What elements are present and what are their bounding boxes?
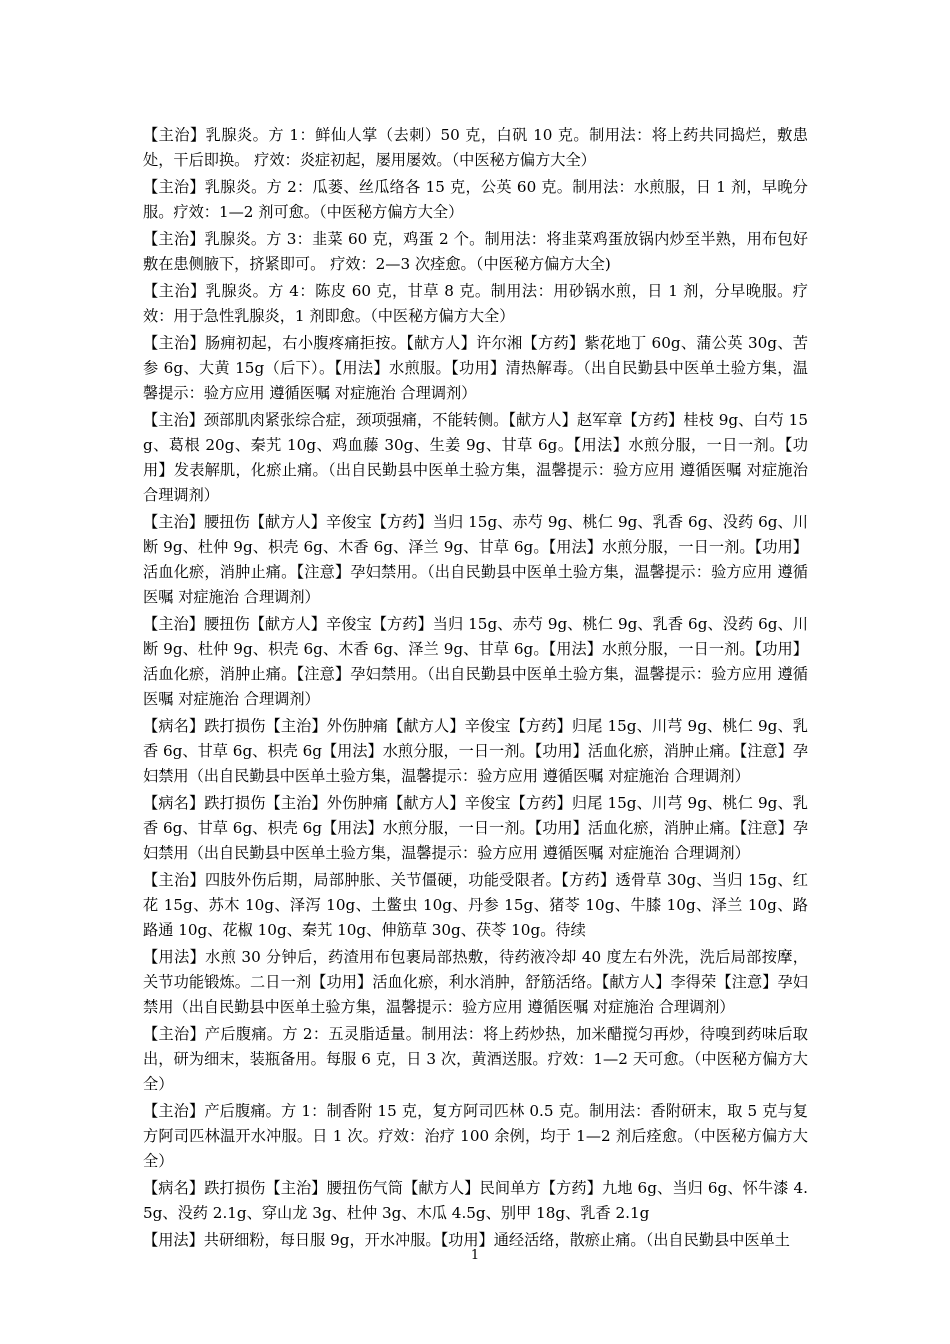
paragraph: 【主治】乳腺炎。方 4：陈皮 60 克，甘草 8 克。制用法：用砂锅水煎，日 1 剂，分早晚服。疗效：用于急性乳腺炎，1 剂即愈。（中医秘方偏方大全） <box>143 282 808 325</box>
paragraph: 【病名】跌打损伤【主治】外伤肿痛【献方人】辛俊宝【方药】归尾 15g、川芎 9g、桃仁 9g、乳香 6g、甘草 6g、枳壳 6g【用法】水煎分服，一日一剂。【功用】活血化瘀，消肿止痛。【注意】孕妇禁用（出自民勤县中医单土验方集，温馨提示：验方应用 遵循医嘱 对症施治 合理调剂） <box>143 794 808 862</box>
paragraph: 【主治】腰扭伤【献方人】辛俊宝【方药】当归 15g、赤芍 9g、桃仁 9g、乳香 6g、没药 6g、川断 9g、杜仲 9g、枳壳 6g、木香 6g、泽兰 9g、甘草 6g。【用法】水煎分服，一日一剂。【功用】活血化瘀，消肿止痛。【注意】孕妇禁用。（出自民勤县中医单土验方集，温馨提示：验方应用 遵循医嘱 对症施治 合理调剂） <box>143 615 808 708</box>
paragraph: 【用法】共研细粉，每日服 9g，开水冲服。【功用】通经活络，散瘀止痛。（出自民勤县中医单土 <box>143 1231 790 1249</box>
document-body <box>143 123 808 1255</box>
paragraph: 【病名】跌打损伤【主治】外伤肿痛【献方人】辛俊宝【方药】归尾 15g、川芎 9g、桃仁 9g、乳香 6g、甘草 6g、枳壳 6g【用法】水煎分服，一日一剂。【功用】活血化瘀，消肿止痛。【注意】孕妇禁用（出自民勤县中医单土验方集，温馨提示：验方应用 遵循医嘱 对症施治 合理调剂） <box>143 717 808 785</box>
paragraph: 【主治】乳腺炎。方 1：鲜仙人掌（去刺）50 克，白矾 10 克。制用法：将上药共同捣烂，敷患处，干后即换。 疗效：炎症初起，屡用屡效。（中医秘方偏方大全） <box>143 126 808 169</box>
paragraph: 【主治】四肢外伤后期，局部肿胀、关节僵硬，功能受限者。【方药】透骨草 30g、当归 15g、红花 15g、苏木 10g、泽泻 10g、土鳖虫 10g、丹参 15g、猪苓 10g、牛膝 10g、泽兰 10g、路路通 10g、花椒 10g、秦艽 10g、伸筋草 30g、茯苓 10g。待续 <box>143 871 808 939</box>
paragraph: 【病名】跌打损伤【主治】腰扭伤气筒【献方人】民间单方【方药】九地 6g、当归 6g、怀牛漆 4.5g、没药 2.1g、穿山龙 3g、杜仲 3g、木瓜 4.5g、别甲 18g、乳香 2.1g <box>143 1179 808 1222</box>
paragraph: 【主治】乳腺炎。方 2：瓜蒌、丝瓜络各 15 克，公英 60 克。制用法：水煎服，日 1 剂，早晚分服。疗效：1—2 剂可愈。（中医秘方偏方大全） <box>143 178 808 221</box>
page-number: 1 <box>470 1248 480 1263</box>
paragraph: 【主治】肠痈初起，右小腹疼痛拒按。【献方人】许尔湘【方药】紫花地丁 60g、蒲公英 30g、苦参 6g、大黄 15g（后下）。【用法】水煎服。【功用】清热解毒。（出自民勤县中医单土验方集，温馨提示：验方应用 遵循医嘱 对症施治 合理调剂） <box>143 334 808 402</box>
paragraph: 【主治】颈部肌肉紧张综合症，颈项强痛，不能转侧。【献方人】赵军章【方药】桂枝 9g、白芍 15g、葛根 20g、秦艽 10g、鸡血藤 30g、生姜 9g、甘草 6g。【用法】水煎分服，一日一剂。【功用】发表解肌，化瘀止痛。（出自民勤县中医单土验方集，温馨提示：验方应用 遵循医嘱 对症施治 合理调剂） <box>143 411 808 504</box>
paragraph: 【主治】产后腹痛。方 1：制香附 15 克，复方阿司匹林 0.5 克。制用法：香附研末，取 5 克与复方阿司匹林温开水冲服。日 1 次。疗效：治疗 100 余例，均于 1—2 剂后痊愈。（中医秘方偏方大全） <box>143 1102 808 1170</box>
paragraph: 【主治】产后腹痛。方 2：五灵脂适量。制用法：将上药炒热，加米醋搅匀再炒，待嗅到药味后取出，研为细末，装瓶备用。每服 6 克，日 3 次，黄酒送服。疗效：1—2 天可愈。（中医秘方偏方大全） <box>143 1025 808 1093</box>
paragraph: 【主治】腰扭伤【献方人】辛俊宝【方药】当归 15g、赤芍 9g、桃仁 9g、乳香 6g、没药 6g、川断 9g、杜仲 9g、枳壳 6g、木香 6g、泽兰 9g、甘草 6g。【用法】水煎分服，一日一剂。【功用】活血化瘀，消肿止痛。【注意】孕妇禁用。（出自民勤县中医单土验方集，温馨提示：验方应用 遵循医嘱 对症施治 合理调剂） <box>143 513 808 606</box>
paragraph: 【主治】乳腺炎。方 3：韭菜 60 克，鸡蛋 2 个。制用法：将韭菜鸡蛋放锅内炒至半熟，用布包好敷在患侧腋下，挤紧即可。 疗效：2—3 次痊愈。（中医秘方偏方大全) <box>143 230 808 273</box>
paragraph: 【用法】水煎 30 分钟后，药渣用布包裹局部热敷，待药液冷却 40 度左右外洗，洗后局部按摩，关节功能锻炼。二日一剂【功用】活血化瘀，利水消肿，舒筋活络。【献方人】李得荣【注意】孕妇禁用（出自民勤县中医单土验方集，温馨提示：验方应用 遵循医嘱 对症施治 合理调剂） <box>143 948 808 1016</box>
